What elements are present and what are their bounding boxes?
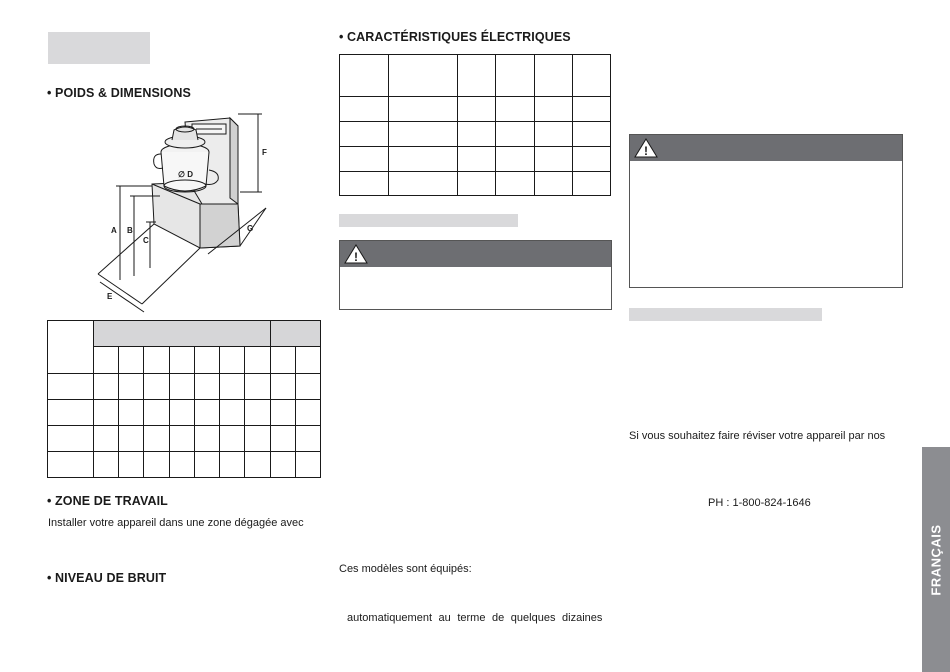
svg-text:!: ! <box>354 250 358 264</box>
section-placeholder-bar-right <box>629 308 822 321</box>
warning-header-bar <box>630 135 902 161</box>
niveau-bruit-heading: • NIVEAU DE BRUIT <box>47 571 167 585</box>
electrical-table <box>339 54 611 196</box>
table-row <box>340 122 611 147</box>
zone-travail-heading: • ZONE DE TRAVAIL <box>47 494 168 508</box>
machine-dimensions-diagram <box>90 104 280 314</box>
section-placeholder-bar <box>339 214 518 227</box>
table-corner-cell <box>48 321 94 374</box>
table-row <box>48 374 321 400</box>
phone-number: PH : 1-800-824-1646 <box>708 497 811 509</box>
service-text: Si vous souhaitez faire réviser votre appareil par nos <box>629 430 886 442</box>
table-row <box>48 452 321 478</box>
table-row <box>48 426 321 452</box>
label-e: E <box>107 292 113 301</box>
warning-box-middle <box>339 240 612 310</box>
header-placeholder-box <box>48 32 150 64</box>
label-g: G <box>247 224 254 233</box>
table-row <box>48 400 321 426</box>
warning-header-bar <box>340 241 611 267</box>
auto-stop-text: automatiquement au terme de quelques dizaines <box>347 612 603 624</box>
label-b: B <box>127 226 133 235</box>
warning-triangle-icon <box>344 244 368 264</box>
zone-travail-text: Installer votre appareil dans une zone dégagée avec <box>48 517 304 529</box>
table-dimension-group-header <box>94 321 271 347</box>
label-f: F <box>262 148 267 157</box>
label-c: C <box>143 236 149 245</box>
electrical-heading: • CARACTÉRISTIQUES ÉLECTRIQUES <box>339 30 571 44</box>
table-row <box>340 172 611 196</box>
language-tab-label: FRANÇAIS <box>928 523 944 596</box>
svg-text:!: ! <box>644 144 648 158</box>
language-tab <box>922 447 950 672</box>
models-equipped-text: Ces modèles sont équipés: <box>339 563 472 575</box>
table-row <box>340 147 611 172</box>
label-d: ∅ D <box>178 170 193 179</box>
warning-triangle-icon <box>634 138 658 158</box>
warning-box-right <box>629 134 903 288</box>
table-row <box>340 97 611 122</box>
dimensions-table <box>47 320 321 478</box>
label-a: A <box>111 226 117 235</box>
poids-dimensions-heading: • POIDS & DIMENSIONS <box>47 86 191 100</box>
table-weight-group-header <box>270 321 320 347</box>
